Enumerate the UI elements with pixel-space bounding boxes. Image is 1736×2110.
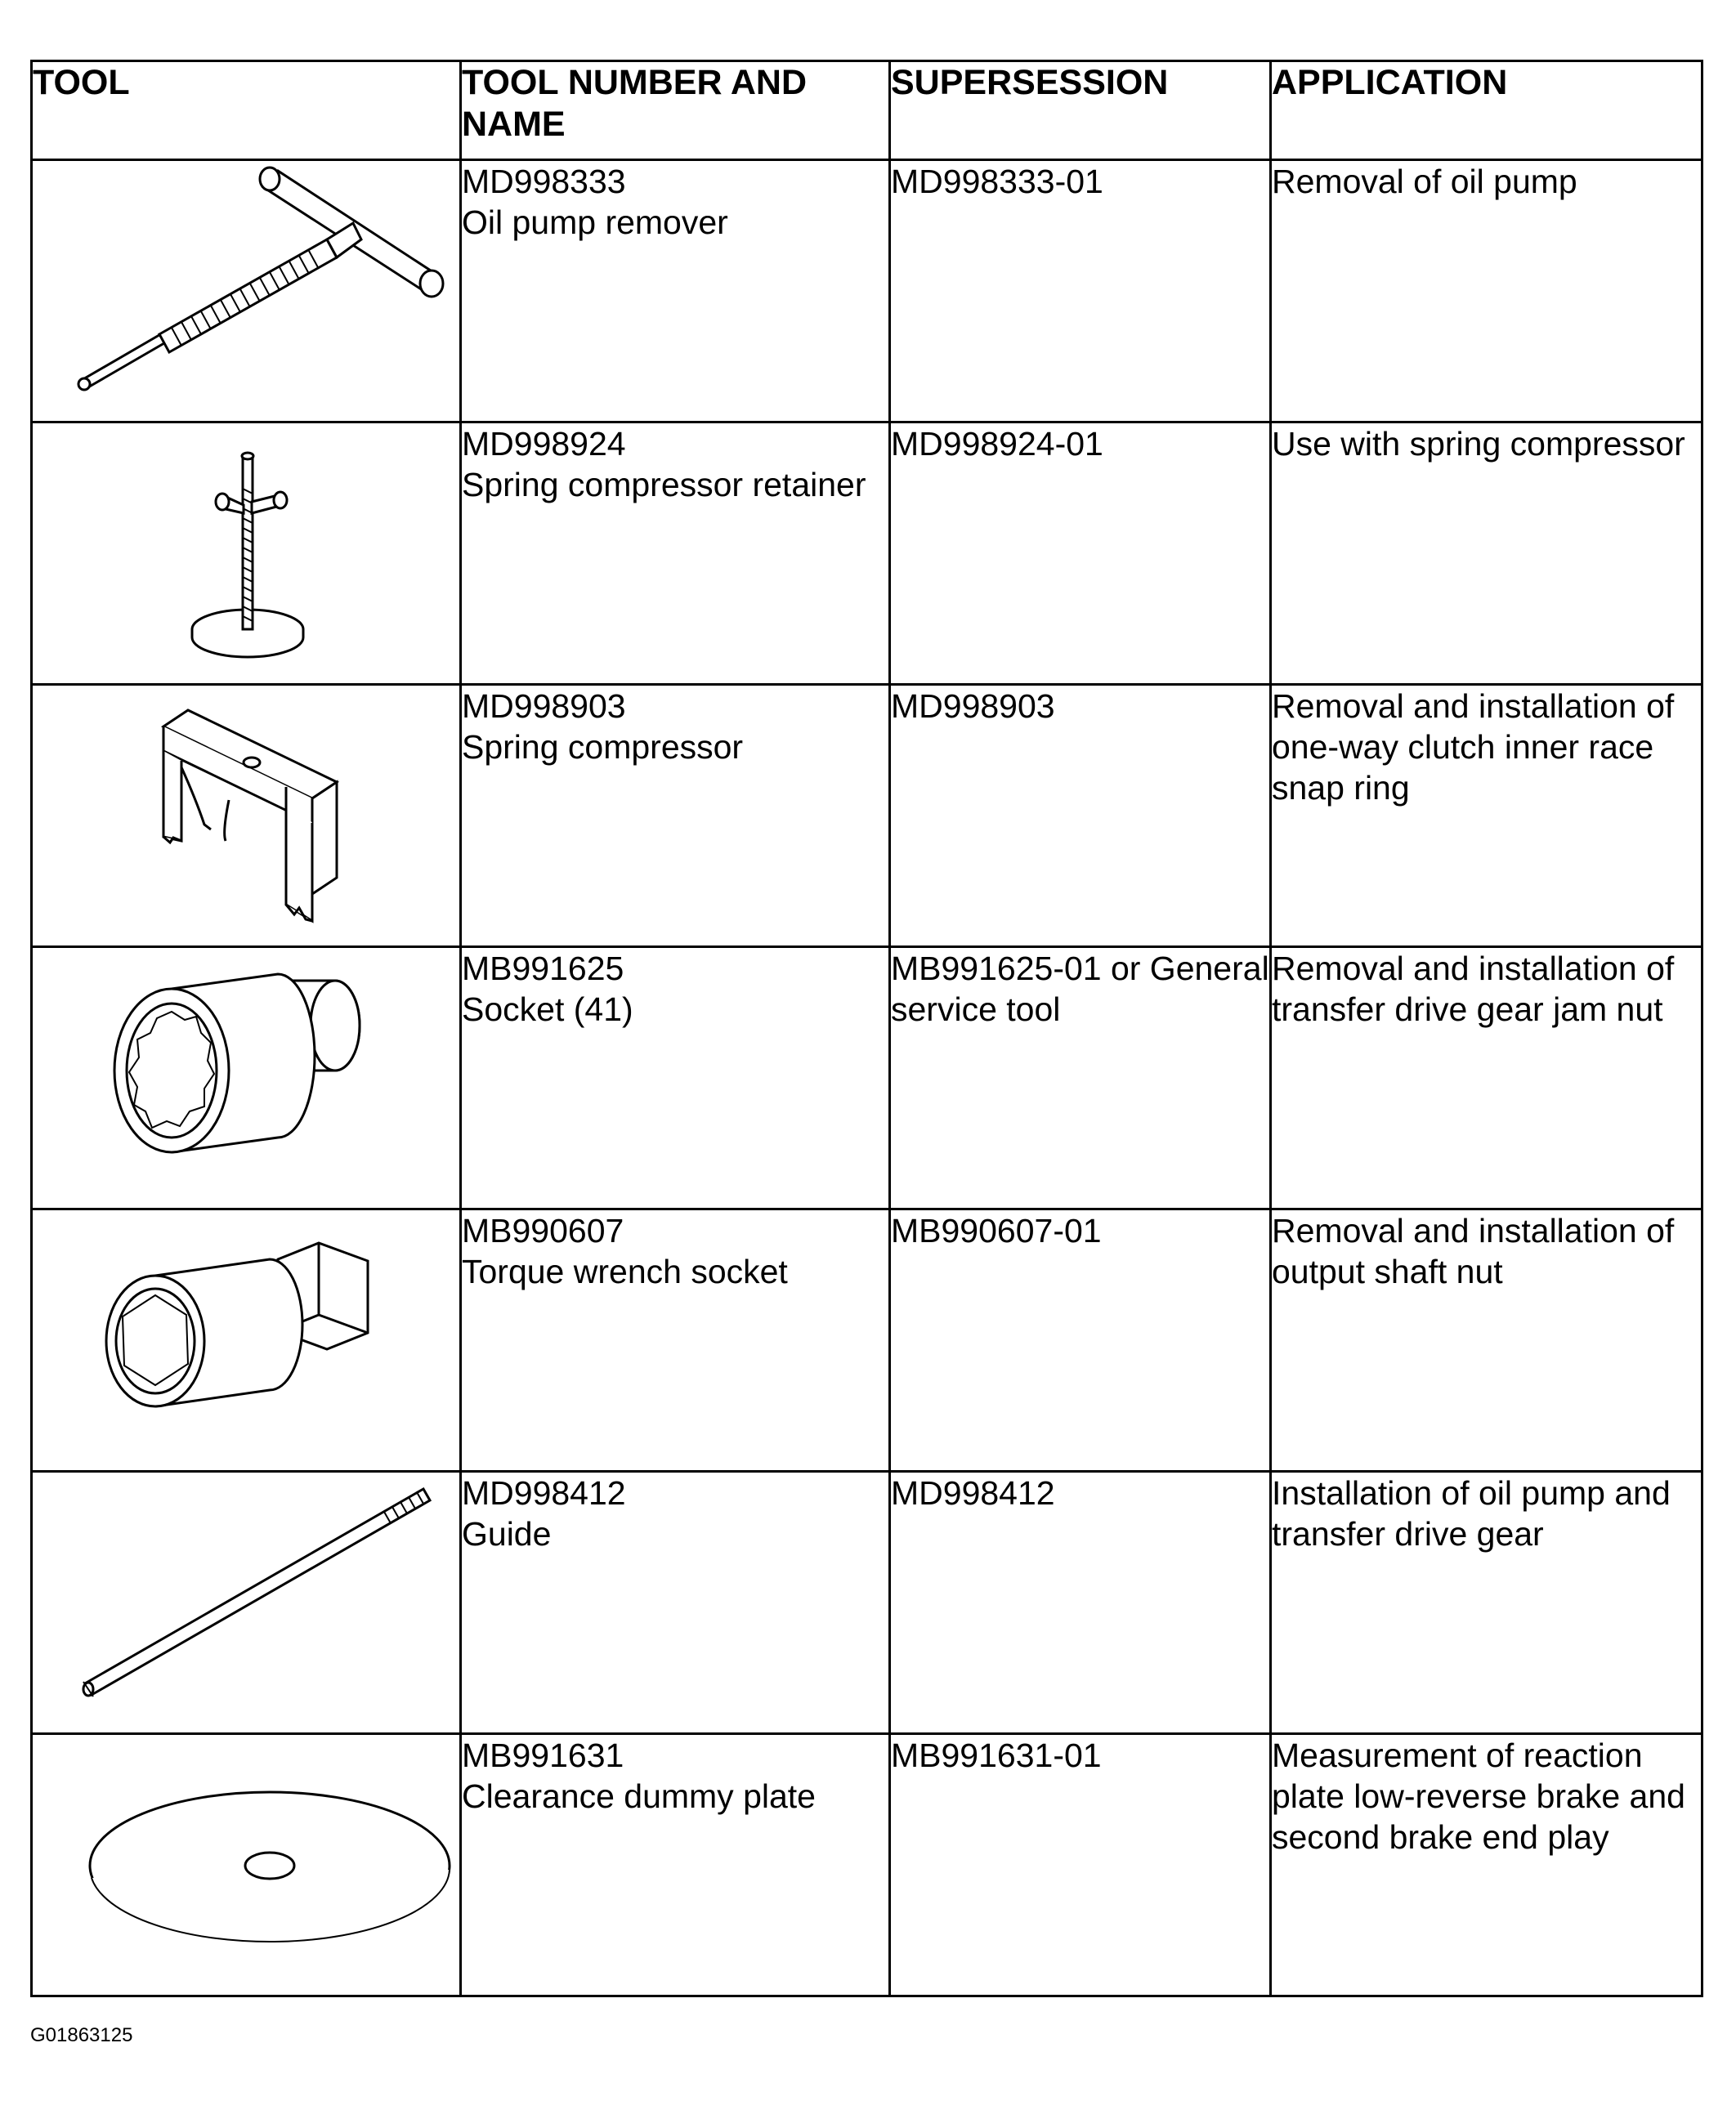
header-row	[32, 61, 1702, 160]
supersession-cell: MB991631-01	[890, 1734, 1271, 1996]
tool-image-cell	[32, 422, 461, 685]
tool-name: Guide	[462, 1515, 552, 1553]
tool-number-name-cell	[461, 160, 890, 422]
table-row	[32, 160, 1702, 422]
tool-number-name-cell	[461, 422, 890, 685]
guide-icon	[33, 1473, 462, 1732]
tool-image-cell	[32, 685, 461, 947]
header-supersession: SUPERSESSION	[890, 61, 1271, 160]
tool-name: Oil pump remover	[462, 203, 728, 241]
socket-icon	[33, 948, 462, 1208]
tool-image-cell	[32, 160, 461, 422]
oil-pump-remover-icon	[33, 161, 462, 421]
spring-compressor-icon	[33, 686, 462, 945]
tool-number-name-cell	[461, 685, 890, 947]
supersession-cell: MD998333-01	[890, 160, 1271, 422]
tool-image-cell	[32, 947, 461, 1209]
supersession-cell: MD998903	[890, 685, 1271, 947]
supersession-cell: MD998412	[890, 1472, 1271, 1734]
tool-name: Spring compressor	[462, 728, 744, 766]
table-row	[32, 422, 1702, 685]
tool-number: MB991625	[462, 950, 624, 987]
torque-wrench-socket-icon	[33, 1210, 462, 1470]
header-tool: TOOL	[32, 61, 461, 160]
supersession-cell: MB990607-01	[890, 1209, 1271, 1472]
tool-number: MD998924	[462, 425, 626, 463]
tool-number: MD998333	[462, 163, 626, 200]
tool-image-cell	[32, 1472, 461, 1734]
application-cell: Removal of oil pump	[1271, 160, 1702, 422]
tool-name: Torque wrench socket	[462, 1253, 788, 1290]
tool-name: Clearance dummy plate	[462, 1777, 816, 1815]
tool-name: Socket (41)	[462, 990, 633, 1028]
supersession-cell: MD998924-01	[890, 422, 1271, 685]
application-cell: Removal and installation of transfer drive gear jam nut	[1271, 947, 1702, 1209]
tool-name: Spring compressor retainer	[462, 466, 866, 503]
header-tool-number-and-name: TOOL NUMBER AND NAME	[461, 61, 890, 160]
application-cell: Removal and installation of one-way clutch inner race snap ring	[1271, 685, 1702, 947]
clearance-dummy-plate-icon	[33, 1735, 462, 1995]
table-row	[32, 947, 1702, 1209]
table-row	[32, 1209, 1702, 1472]
table-row	[32, 685, 1702, 947]
tool-number-name-cell	[461, 1209, 890, 1472]
spring-compressor-retainer-icon	[33, 423, 462, 683]
application-cell: Installation of oil pump and transfer drive gear	[1271, 1472, 1702, 1734]
tool-number-name-cell	[461, 1734, 890, 1996]
special-tools-table	[30, 60, 1703, 1997]
application-cell: Removal and installation of output shaft nut	[1271, 1209, 1702, 1472]
application-cell: Use with spring compressor	[1271, 422, 1702, 685]
tool-image-cell	[32, 1209, 461, 1472]
tool-number: MB991631	[462, 1737, 624, 1774]
table-row	[32, 1472, 1702, 1734]
tool-number: MD998903	[462, 687, 626, 725]
tool-number: MB990607	[462, 1212, 624, 1249]
tool-number-name-cell	[461, 947, 890, 1209]
tool-image-cell	[32, 1734, 461, 1996]
tool-number-name-cell	[461, 1472, 890, 1734]
header-application: APPLICATION	[1271, 61, 1702, 160]
tool-number: MD998412	[462, 1474, 626, 1512]
application-cell: Measurement of reaction plate low-reverse brake and second brake end play	[1271, 1734, 1702, 1996]
supersession-cell: MB991625-01 or General service tool	[890, 947, 1271, 1209]
table-row	[32, 1734, 1702, 1996]
figure-code: G01863125	[30, 2024, 133, 2046]
